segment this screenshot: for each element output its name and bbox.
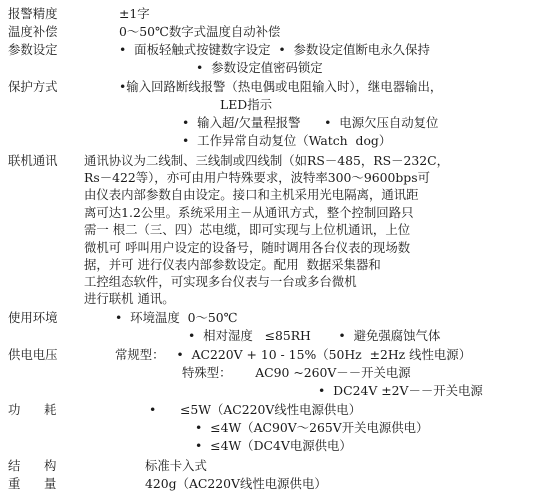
- spec-label-structure: 结 构: [8, 458, 57, 473]
- spec-label-alarm-precision: 报警精度: [8, 6, 58, 21]
- spec-value-alarm-precision: ±1字: [119, 6, 150, 21]
- spec-value-param-setting-2: • 参数设定值密码锁定: [196, 60, 323, 75]
- spec-value-power-consumption-3: • ≤4W（DC4V电源供电）: [195, 438, 352, 453]
- spec-value-networking-2: Rs－422等），亦可由用户特殊要求，波特率300～9600bps可: [84, 170, 430, 185]
- spec-value-networking-3: 由仪表内部参数自由设定。接口和主机采用光电隔离，通讯距: [84, 187, 419, 202]
- spec-value-protection-4: • 工作异常自动复位（Watch dog）: [182, 133, 392, 148]
- spec-value-environment-1: • 环境温度 0～50℃: [115, 310, 238, 325]
- spec-value-power-consumption-2: • ≤4W（AC90V～265V开关电源供电）: [195, 420, 429, 435]
- spec-label-param-setting: 参数设定: [8, 42, 58, 57]
- spec-value-networking-5: 需一 根二（三、四）芯电缆，即可实现与上位机通讯，上位: [84, 222, 411, 237]
- spec-value-structure: 标准卡入式: [145, 458, 207, 473]
- spec-value-networking-6: 微机可 呼叫用户设定的设备号，随时调用各台仪表的现场数: [84, 240, 411, 255]
- spec-label-power-consumption: 功 耗: [8, 402, 57, 417]
- spec-value-networking-4: 离可达1.2公里。系统采用主－从通讯方式，整个控制回路只: [84, 205, 414, 220]
- spec-value-power-supply-2: 特殊型： AC90 ~260V－－开关电源: [182, 365, 411, 380]
- spec-value-power-supply-1: 常规型： • AC220V + 10 - 15%（50Hz ±2Hz 线性电源）: [115, 347, 472, 362]
- spec-value-networking-7: 据，并可 进行仪表内部参数设定。配用 数据采集器和: [84, 257, 381, 272]
- spec-label-weight: 重 量: [8, 476, 57, 491]
- spec-label-environment: 使用环境: [8, 310, 58, 325]
- spec-value-networking-9: 进行联机 通讯。: [84, 291, 175, 306]
- spec-value-protection-3: • 输入超/欠量程报警 • 电源欠压自动复位: [182, 115, 439, 130]
- spec-label-temp-compensation: 温度补偿: [8, 24, 58, 39]
- spec-value-protection-2: LED指示: [220, 97, 272, 112]
- spec-value-temp-compensation: 0～50℃数字式温度自动补偿: [119, 24, 281, 39]
- spec-value-weight: 420g（AC220V线性电源供电）: [145, 476, 327, 491]
- spec-value-power-consumption-1: • ≤5W（AC220V线性电源供电）: [149, 402, 362, 417]
- spec-value-param-setting-1: • 面板轻触式按键数字设定 • 参数设定值断电永久保持: [119, 42, 430, 57]
- spec-label-power-supply: 供电电压: [8, 347, 58, 362]
- spec-value-protection-1: •输入回路断线报警（热电偶或电阻输入时），继电器输出，: [119, 79, 443, 94]
- spec-label-protection: 保护方式: [8, 79, 58, 94]
- spec-value-power-supply-3: • DC24V ±2V－－开关电源: [318, 383, 483, 398]
- spec-label-networking: 联机通讯: [8, 153, 58, 168]
- spec-value-networking-1: 通讯协议为二线制、三线制或四线制（如RS－485，RS－232C，: [84, 153, 450, 168]
- spec-value-networking-8: 工控组态软件，可实现多台仪表与一台或多台微机: [84, 274, 357, 289]
- spec-value-environment-2: • 相对湿度 ≤85RH • 避免强腐蚀气体: [188, 328, 441, 343]
